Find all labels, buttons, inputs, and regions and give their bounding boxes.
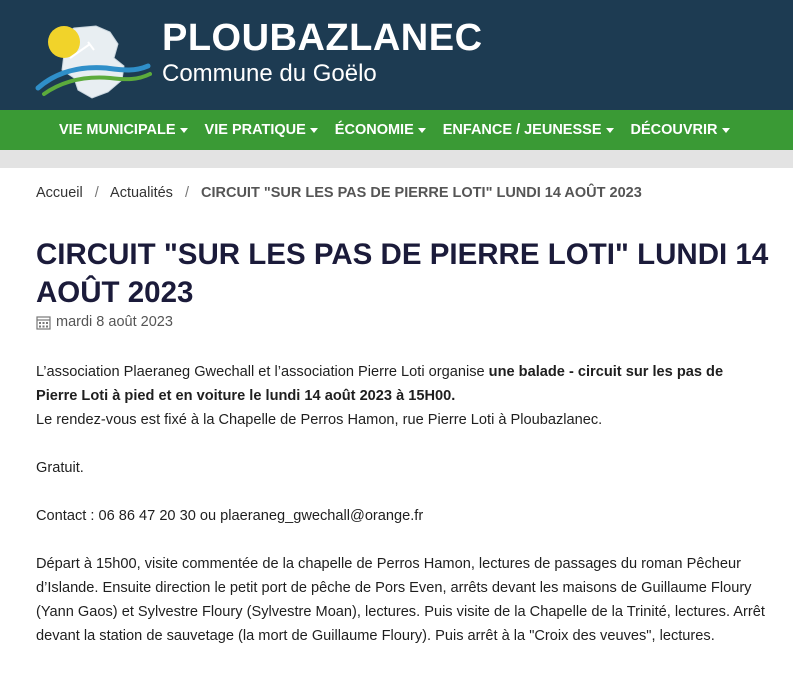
nav-item-label: ENFANCE / JEUNESSE	[442, 122, 602, 138]
nav-item-enfance-jeunesse[interactable]	[443, 122, 614, 138]
price-text: Gratuit.	[36, 460, 84, 476]
nav-item-label: VIE MUNICIPALE	[59, 122, 176, 138]
article-paragraph-intro	[36, 360, 766, 408]
nav-item-vie-municipale[interactable]	[59, 122, 188, 138]
nav-item-decouvrir[interactable]	[631, 122, 730, 138]
nav-item-vie-pratique[interactable]	[205, 122, 318, 138]
commune-logo[interactable]	[34, 14, 152, 102]
breadcrumb-news-link[interactable]: Actualités	[110, 185, 173, 201]
breadcrumb	[36, 185, 642, 201]
site-subtitle: Commune du Goëlo	[162, 60, 377, 87]
caret-down-icon	[310, 128, 318, 133]
breadcrumb-separator: /	[184, 185, 189, 201]
main-nav	[0, 110, 793, 150]
breadcrumb-home-link[interactable]: Accueil	[36, 185, 83, 201]
caret-down-icon	[606, 128, 614, 133]
calendar-icon	[36, 315, 51, 330]
intro-highlight: une balade - circuit sur les pas de Pierre Loti à pied et en voiture le lundi 14 août 2023 à 15H00.	[36, 364, 724, 404]
article-body	[36, 360, 766, 648]
page-title: CIRCUIT "SUR LES PAS DE PIERRE LOTI" LUNDI 14 AOÛT 2023	[36, 238, 769, 309]
nav-item-label: ÉCONOMIE	[334, 122, 414, 138]
header-divider-strip	[0, 150, 793, 168]
nav-item-label: VIE PRATIQUE	[204, 122, 306, 138]
caret-down-icon	[418, 128, 426, 133]
site-header	[0, 0, 793, 110]
meeting-point-text: Le rendez-vous est fixé à la Chapelle de Perros Hamon, rue Pierre Loti à Ploubazlanec.	[36, 412, 603, 428]
breadcrumb-separator: /	[94, 185, 99, 201]
article-date	[36, 314, 173, 330]
caret-down-icon	[722, 128, 730, 133]
contact-text: Contact : 06 86 47 20 30 ou plaeraneg_gwechall@orange.fr	[36, 508, 424, 524]
caret-down-icon	[180, 128, 188, 133]
nav-item-economie[interactable]	[335, 122, 426, 138]
site-title[interactable]: PLOUBAZLANEC	[162, 17, 483, 59]
breadcrumb-current: CIRCUIT "SUR LES PAS DE PIERRE LOTI" LUNDI 14 AOÛT 2023	[201, 185, 642, 201]
article-date-text: mardi 8 août 2023	[56, 314, 173, 330]
description-text: Départ à 15h00, visite commentée de la chapelle de Perros Hamon, lectures de passages du roman Pêcheur d’Islande. Ensuite direction le petit port de pêche de Pors Even, arrêts devant les maisons de Guillaume Floury (Yann Gaos) et Sylvestre Floury (Sylvestre Moan), lectures. Puis visite de la Chapelle de la Trinité, lectures. Arrêt devant la station de sauvetage (la mort de Guillaume Floury). Puis arrêt à la "Croix des veuves", lectures.	[36, 556, 765, 644]
nav-item-label: DÉCOUVRIR	[630, 122, 718, 138]
intro-text: L’association Plaeraneg Gwechall et l’association Pierre Loti organise	[36, 364, 489, 380]
